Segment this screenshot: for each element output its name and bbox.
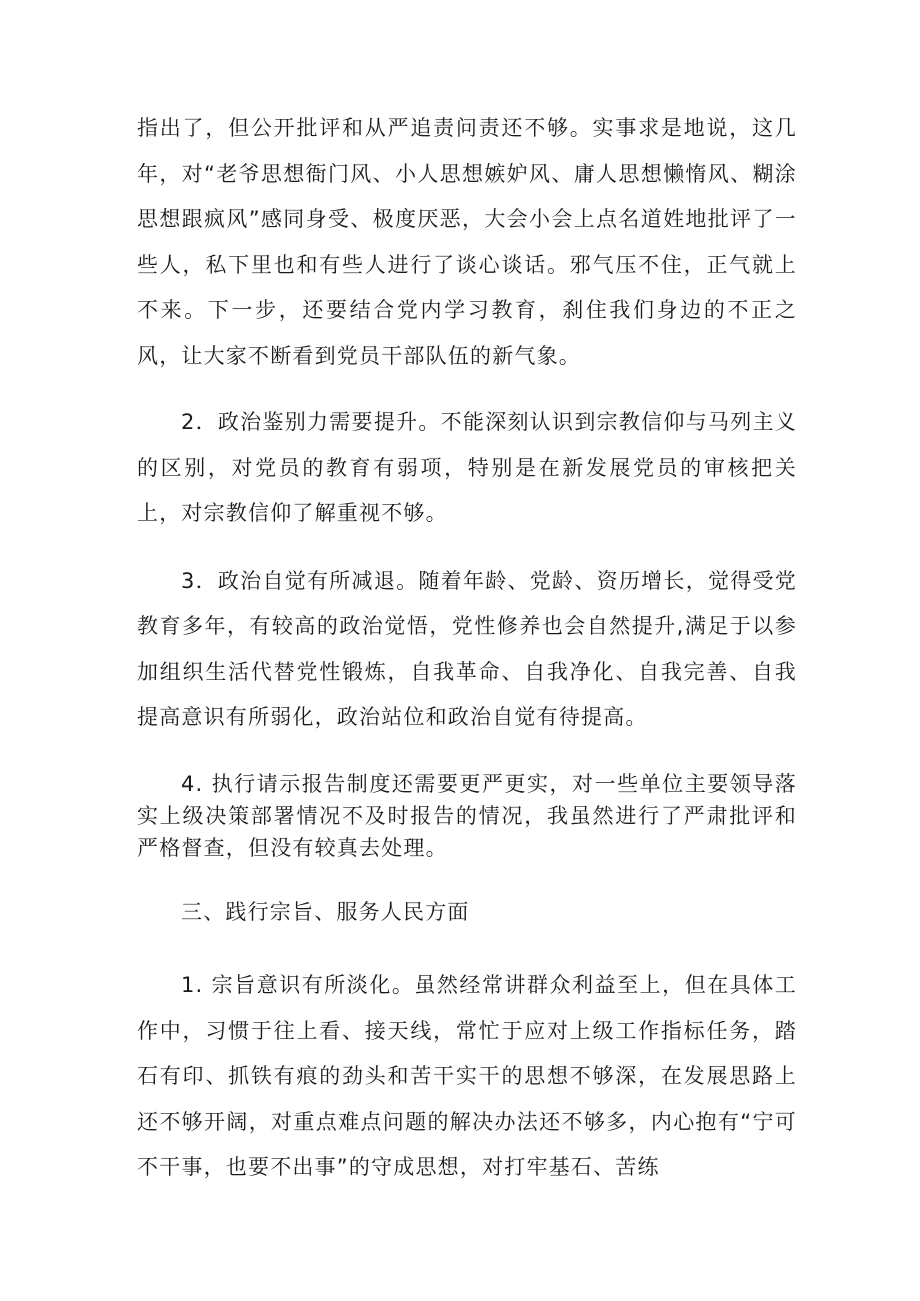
paragraph-continued: 指出了，但公开批评和从严追责问责还不够。实事求是地说，这几年，对“老爷思想衙门风、小人思想嫉妒风、庸人思想懒惰风、糊涂思想跟疯风”感同身受、极度厌恶，大会小会上点名道姓地批评了一些人，私下里也和有些人进行了谈心谈话。邪气压不住，正气就上不来。下一步，还要结合党内学习教育，刹住我们身边的不正之风，让大家不断看到党员干部队伍的新气象。	[137, 116, 797, 368]
document-body	[137, 106, 797, 1191]
paragraph-item-3: 3．政治自觉有所减退。随着年龄、党龄、资历增长，觉得受党教育多年，有较高的政治觉悟，党性修养也会自然提升,满足于以参加组织生活代替党性锻炼，自我革命、自我净化、自我完善、自我提高意识有所弱化，政治站位和政治自觉有待提高。	[137, 568, 797, 729]
paragraph-item-2: 2．政治鉴别力需要提升。不能深刻认识到宗教信仰与马列主义的区别，对党员的教育有弱项，特别是在新发展党员的审核把关上，对宗教信仰了解重视不够。	[137, 410, 797, 525]
section-heading: 三、践行宗旨、服务人民方面	[181, 899, 470, 924]
paragraph-item-1: 1. 宗旨意识有所淡化。虽然经常讲群众利益至上，但在具体工作中，习惯于往上看、接天线，常忙于应对上级工作指标任务，踏石有印、抓铁有痕的劲头和苦干实干的思想不够深，在发展思路上还不够开阔，对重点难点问题的解决办法还不够多，内心抱有“宁可不干事，也要不出事”的守成思想，对打牢基石、苦练	[137, 973, 797, 1179]
paragraph-item-4: 4. 执行请示报告制度还需要更严更实，对一些单位主要领导落实上级决策部署情况不及时报告的情况，我虽然进行了严肃批评和严格督查，但没有较真去处理。	[137, 771, 797, 860]
